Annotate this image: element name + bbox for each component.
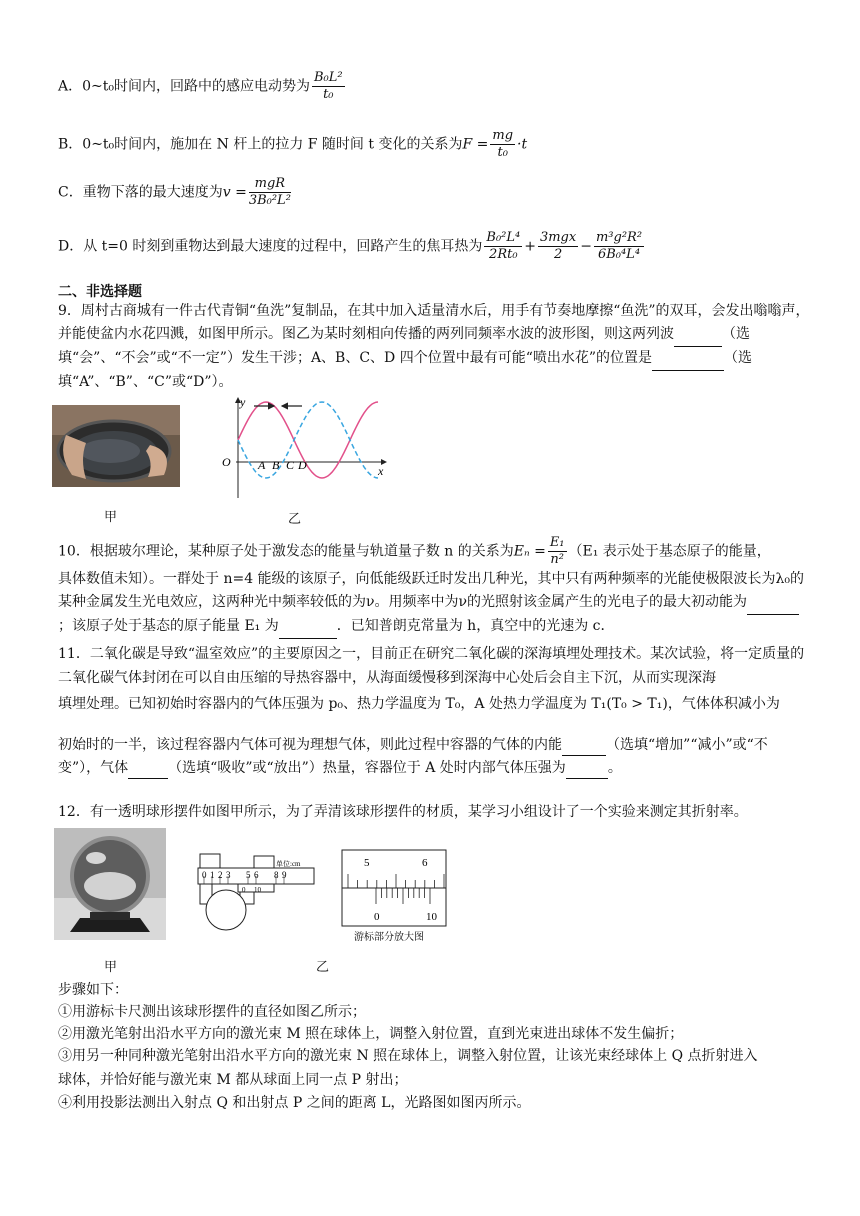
q11-text-3a: 初始时的一半，该过程容器内气体可视为理想气体，则此过程中容器的气体的内能 [58, 737, 562, 753]
question-11-line-2: 填埋处理。已知初始时容器内的气体压强为 p₀、热力学温度为 T₀，A 处热力学温度为 T₁(T₀ > T₁)，气体体积减小为 [58, 696, 780, 712]
q10-text-2: （E₁ 表示处于基态原子的能量， [568, 543, 771, 560]
origin-label: O [222, 455, 231, 469]
vernier-zoom-diagram [340, 848, 450, 944]
caliper-tick-0: 0 [202, 870, 207, 880]
q11-text-3b: （选填“增加”“减小”或“不 [606, 737, 768, 753]
zoom-main-6: 6 [422, 857, 428, 869]
caliper-tick-8: 8 [274, 870, 279, 880]
caliper-tick-6: 6 [254, 870, 259, 880]
q10-text-4: ；该原子处于基态的原子能量 E₁ 为 [58, 618, 279, 634]
answer-blank[interactable] [128, 758, 168, 779]
point-d: D [298, 458, 307, 472]
answer-blank[interactable] [747, 591, 799, 615]
caliper-tick-5: 5 [246, 870, 251, 880]
minus-sign: − [580, 238, 592, 255]
step-2: ②用激光笔射出沿水平方向的激光束 M 照在球体上，调整入射位置，直到光束进出球体不发生偏折； [58, 1026, 684, 1042]
q10-text-5: ．已知普朗克常量为 h，真空中的光速为 c． [336, 618, 615, 634]
caliper-tick-2: 2 [218, 870, 223, 880]
fraction-numerator: mgR [249, 176, 291, 193]
fraction-numerator: m³g²R² [595, 230, 643, 245]
question-10-line-1 [58, 535, 771, 568]
point-b: B [272, 458, 280, 472]
vernier-caliper-diagram [190, 848, 320, 940]
formula-lhs: F = [462, 136, 489, 153]
caliper-tick-3: 3 [226, 870, 231, 880]
figure-label-jia: 甲 [104, 510, 118, 525]
question-11-line-3 [58, 735, 768, 756]
question-10-body [58, 568, 810, 639]
option-b [58, 128, 527, 161]
fraction-denominator: 2Rt₀ [489, 247, 518, 262]
fraction-denominator: n² [550, 552, 564, 567]
option-b-text: B．0~t₀时间内，施加在 N 杆上的拉力 F 随时间 t 变化的关系为 [58, 136, 463, 153]
formula-tail: ·t [517, 136, 528, 153]
figure-label-yi-2: 乙 [316, 960, 330, 975]
fraction-numerator: mg [492, 128, 514, 143]
plus-sign: + [524, 238, 536, 255]
fraction-denominator: 6B₀⁴L⁴ [597, 247, 641, 262]
crystal-ball-photo [54, 828, 166, 940]
zoom-main-5: 5 [364, 857, 370, 869]
fraction-denominator: t₀ [497, 145, 508, 160]
answer-blank[interactable] [279, 615, 337, 639]
fraction-numerator: E₁ [549, 535, 565, 550]
axis-y-label: y [240, 395, 246, 409]
caliper-tick-1: 1 [210, 870, 215, 880]
step-1: ①用游标卡尺测出该球形摆件的直径如图乙所示； [58, 1004, 366, 1020]
option-a-fraction [312, 70, 345, 103]
fish-basin-photo [52, 405, 180, 487]
caliper-unit: 单位:cm [276, 860, 301, 868]
option-b-fraction [490, 128, 515, 161]
option-c [58, 176, 293, 209]
formula-lhs: Eₙ = [513, 543, 546, 560]
fraction-denominator: t₀ [323, 87, 334, 102]
zoom-vernier-10: 10 [426, 911, 437, 923]
q10-text-3: 具体数值未知）。一群处于 n=4 能级的该原子，向低能级跃迁时发出几种光，其中只有两种频率的光能使极限波长为λ₀的某种金属发生光电效应，这两种光中频率较低的为ν。用频率中为ν的光照射该金属产生的光电子的最大初动能为 [58, 571, 805, 610]
option-c-fraction [249, 176, 291, 209]
fraction-denominator: 2 [553, 247, 563, 262]
q9-text-2: （选填“会”、“不会”或“不一定”）发生干涉；A、B、C、D 四个位置中最有可能“喷出水花”的位置是 [58, 326, 750, 366]
figure-label-yi: 乙 [288, 512, 302, 527]
step-4: ④利用投影法测出入射点 Q 和出射点 P 之间的距离 L，光路图如图丙所示。 [58, 1095, 531, 1111]
q11-text-4a: 变”），气体 [58, 760, 129, 776]
q11-text-4c: 。 [607, 760, 622, 776]
caliper-vernier-0: 0 [242, 886, 246, 894]
option-a-text: A．0~t₀时间内，回路中的感应电动势为 [58, 78, 310, 95]
wave-diagram [218, 392, 398, 504]
point-a: A [258, 458, 266, 472]
q10-fraction [548, 535, 567, 568]
option-d-text: D．从 t=0 时刻到重物达到最大速度的过程中，回路产生的焦耳热为 [58, 238, 483, 255]
step-3b: 球体，并恰好能与激光束 M 都从球面上同一点 P 射出； [58, 1072, 408, 1088]
axis-x-label: x [378, 464, 384, 478]
point-c: C [286, 458, 295, 472]
option-a [58, 70, 347, 103]
steps-title: 步骤如下： [58, 982, 128, 998]
option-d-fraction-3 [594, 230, 644, 263]
answer-blank[interactable] [652, 347, 724, 371]
option-d [58, 230, 646, 263]
fraction-denominator: 3B₀²L² [248, 193, 291, 208]
q9-text-3: （选填“A”、“B”、“C”或“D”）。 [58, 350, 753, 390]
fraction-numerator: B₀²L⁴ [486, 230, 521, 245]
q9-text-1: 9．周村古商城有一件古代青铜“鱼洗”复制品，在其中加入适量清水后，用手有节奏地摩擦“鱼洗”的双耳，会发出嗡嗡声，并能使盆内水花四溅，如图甲所示。图乙为某时刻相向传播的两列同频率水波的波形图，则这两列波 [58, 303, 810, 342]
option-d-fraction-2 [538, 230, 578, 263]
caliper-vernier-10: 10 [254, 886, 261, 894]
section-heading: 二、非选择题 [58, 284, 142, 300]
option-d-fraction-1 [484, 230, 522, 263]
option-c-text: C．重物下落的最大速度为 [58, 184, 223, 201]
formula-lhs: v = [222, 184, 247, 201]
figure-label-jia-2: 甲 [104, 960, 118, 975]
fraction-numerator: 3mgx [539, 230, 577, 245]
caliper-tick-9: 9 [282, 870, 287, 880]
fraction-numerator: B₀L² [314, 70, 343, 85]
q10-text-1: 10．根据玻尔理论，某种原子处于激发态的能量与轨道量子数 n 的关系为 [58, 543, 514, 560]
answer-blank[interactable] [562, 735, 606, 756]
q11-text-4b: （选填“吸收”或“放出”）热量，容器位于 A 处时内部气体压强为 [168, 760, 566, 776]
zoom-vernier-0: 0 [374, 911, 380, 923]
zoom-caption: 游标部分放大图 [354, 932, 424, 943]
step-3a: ③用另一种同种激光笔射出沿水平方向的激光束 N 照在球体上，调整入射位置，让该光束经球体上 Q 点折射进入 [58, 1048, 758, 1064]
answer-blank[interactable] [566, 758, 608, 779]
answer-blank[interactable] [674, 323, 722, 347]
question-9 [58, 300, 810, 394]
question-11-line-4 [58, 758, 622, 779]
question-12-intro: 12．有一透明球形摆件如图甲所示，为了弄清该球形摆件的材质，某学习小组设计了一个实验来测定其折射率。 [58, 804, 748, 820]
question-11-line-1: 11．二氧化碳是导致“温室效应”的主要原因之一，目前正在研究二氧化碳的深海填埋处理技术。某次试验，将一定质量的二氧化碳气体封闭在可以自由压缩的导热容器中，从海面缓慢移到深海中心处后会自主下沉，从而实现深海 [58, 646, 805, 686]
